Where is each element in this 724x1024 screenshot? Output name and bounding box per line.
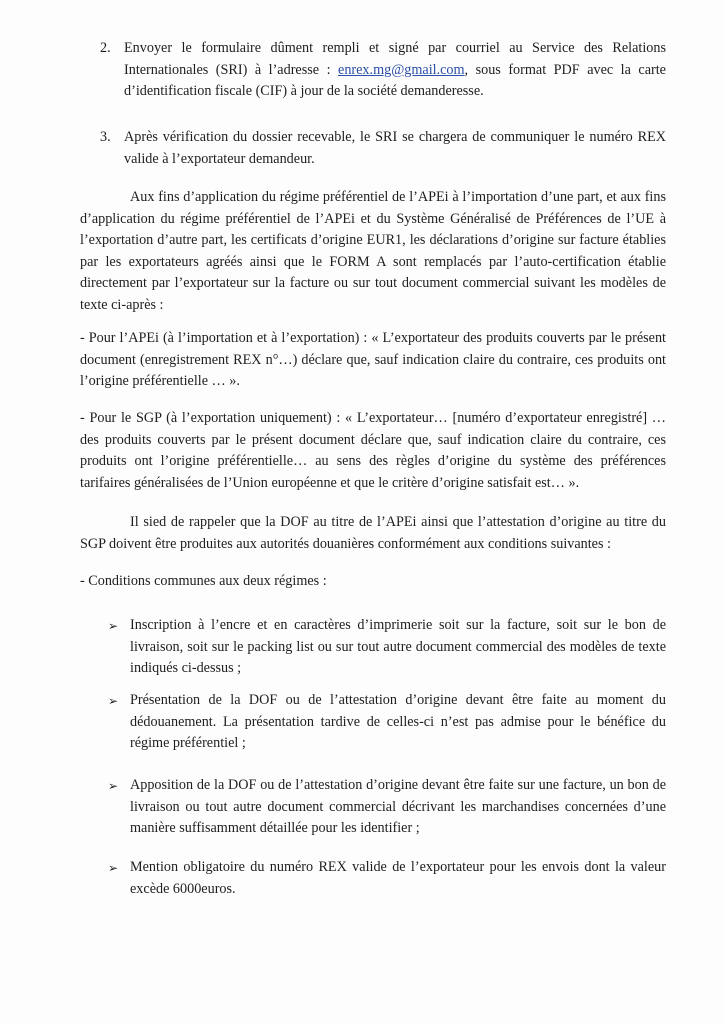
condition-text: Mention obligatoire du numéro REX valide de l’exportateur pour les envois dont la valeur excède 6000euros.	[130, 859, 666, 897]
arrow-bullet-icon: ➢	[108, 779, 119, 793]
list-item-text: Après vérification du dossier recevable, le SRI se chargera de communiquer le numéro REX valide à l’exportateur demandeur.	[124, 129, 666, 167]
condition-item	[108, 615, 666, 680]
list-item-text-part: Envoyer le formulaire dûment rempli et signé par courriel au Service des Relations Internationales (SRI) à l’adresse :	[124, 40, 666, 78]
condition-text: Présentation de la DOF ou de l’attestation d’origine devant être faite au moment du dédouanement. La présentation tardive de celles-ci n’est pas admise pour le bénéfice du régime préférentiel ;	[130, 692, 666, 751]
sgp-paragraph: - Pour le SGP (à l’exportation uniquement) : « L’exportateur… [numéro d’exportateur enregistré] … des produits couverts par le présent document déclare que, sauf indication claire du contraire, ces produits ont l’origine préférentielle… au sens des règles d’origine du système des préférences tarifaires généralisées de l’Union européenne et que le critère d’origine satisfait est… ».	[80, 410, 666, 491]
condition-item	[108, 690, 666, 755]
list-item-2	[100, 38, 666, 103]
list-item-text-part: , sous format PDF avec la carte d’identification fiscale (CIF) à jour de la société demanderesse.	[124, 61, 666, 99]
arrow-bullet-icon: ➢	[108, 694, 119, 708]
rappel-paragraph: Il sied de rappeler que la DOF au titre de l’APEi ainsi que l’attestation d’origine au titre du SGP doivent être produites aux autorités douanières conformément aux conditions suivantes :	[80, 514, 666, 552]
condition-text: Inscription à l’encre et en caractères d’imprimerie soit sur la facture, soit sur le bon de livraison, soit sur le packing list ou sur tout autre document commercial des modèles de texte indiqués ci-dessus ;	[130, 617, 666, 676]
list-item-3	[100, 127, 666, 170]
arrow-bullet-icon: ➢	[108, 861, 119, 875]
list-item-text	[124, 38, 666, 103]
condition-text: Apposition de la DOF ou de l’attestation d’origine devant être faite sur une facture, un bon de livraison ou tout autre document commercial décrivant les marchandises concernées d’une manière suffisamment détaillée pour les identifier ;	[130, 777, 666, 836]
email-link[interactable]: enrex.mg@gmail.com	[338, 61, 465, 78]
condition-item	[108, 775, 666, 840]
intro-paragraph: Aux fins d’application du régime préférentiel de l’APEi à l’importation d’une part, et aux fins d’application du régime préférentiel de l’APEi et du Système Généralisé de Préférences de l’UE à l’exportation d’autre part, les certificats d’origine EUR1, les déclarations d’origine sur facture établies par les exportateurs agréés ainsi que le FORM A sont remplacés par l’auto-certification établie directement par l’exportateur sur la facture ou sur tout document commercial suivant les modèles de texte ci-après :	[80, 189, 666, 313]
conditions-heading: - Conditions communes aux deux régimes :	[80, 573, 327, 589]
arrow-bullet-icon: ➢	[108, 619, 119, 633]
list-number: 2.	[100, 40, 111, 56]
list-number: 3.	[100, 129, 111, 145]
condition-item	[108, 857, 666, 900]
apei-paragraph: - Pour l’APEi (à l’importation et à l’exportation) : « L’exportateur des produits couverts par le présent document (enregistrement REX n°…) déclare que, sauf indication claire du contraire, ces produits ont l’origine préférentielle … ».	[80, 330, 666, 389]
